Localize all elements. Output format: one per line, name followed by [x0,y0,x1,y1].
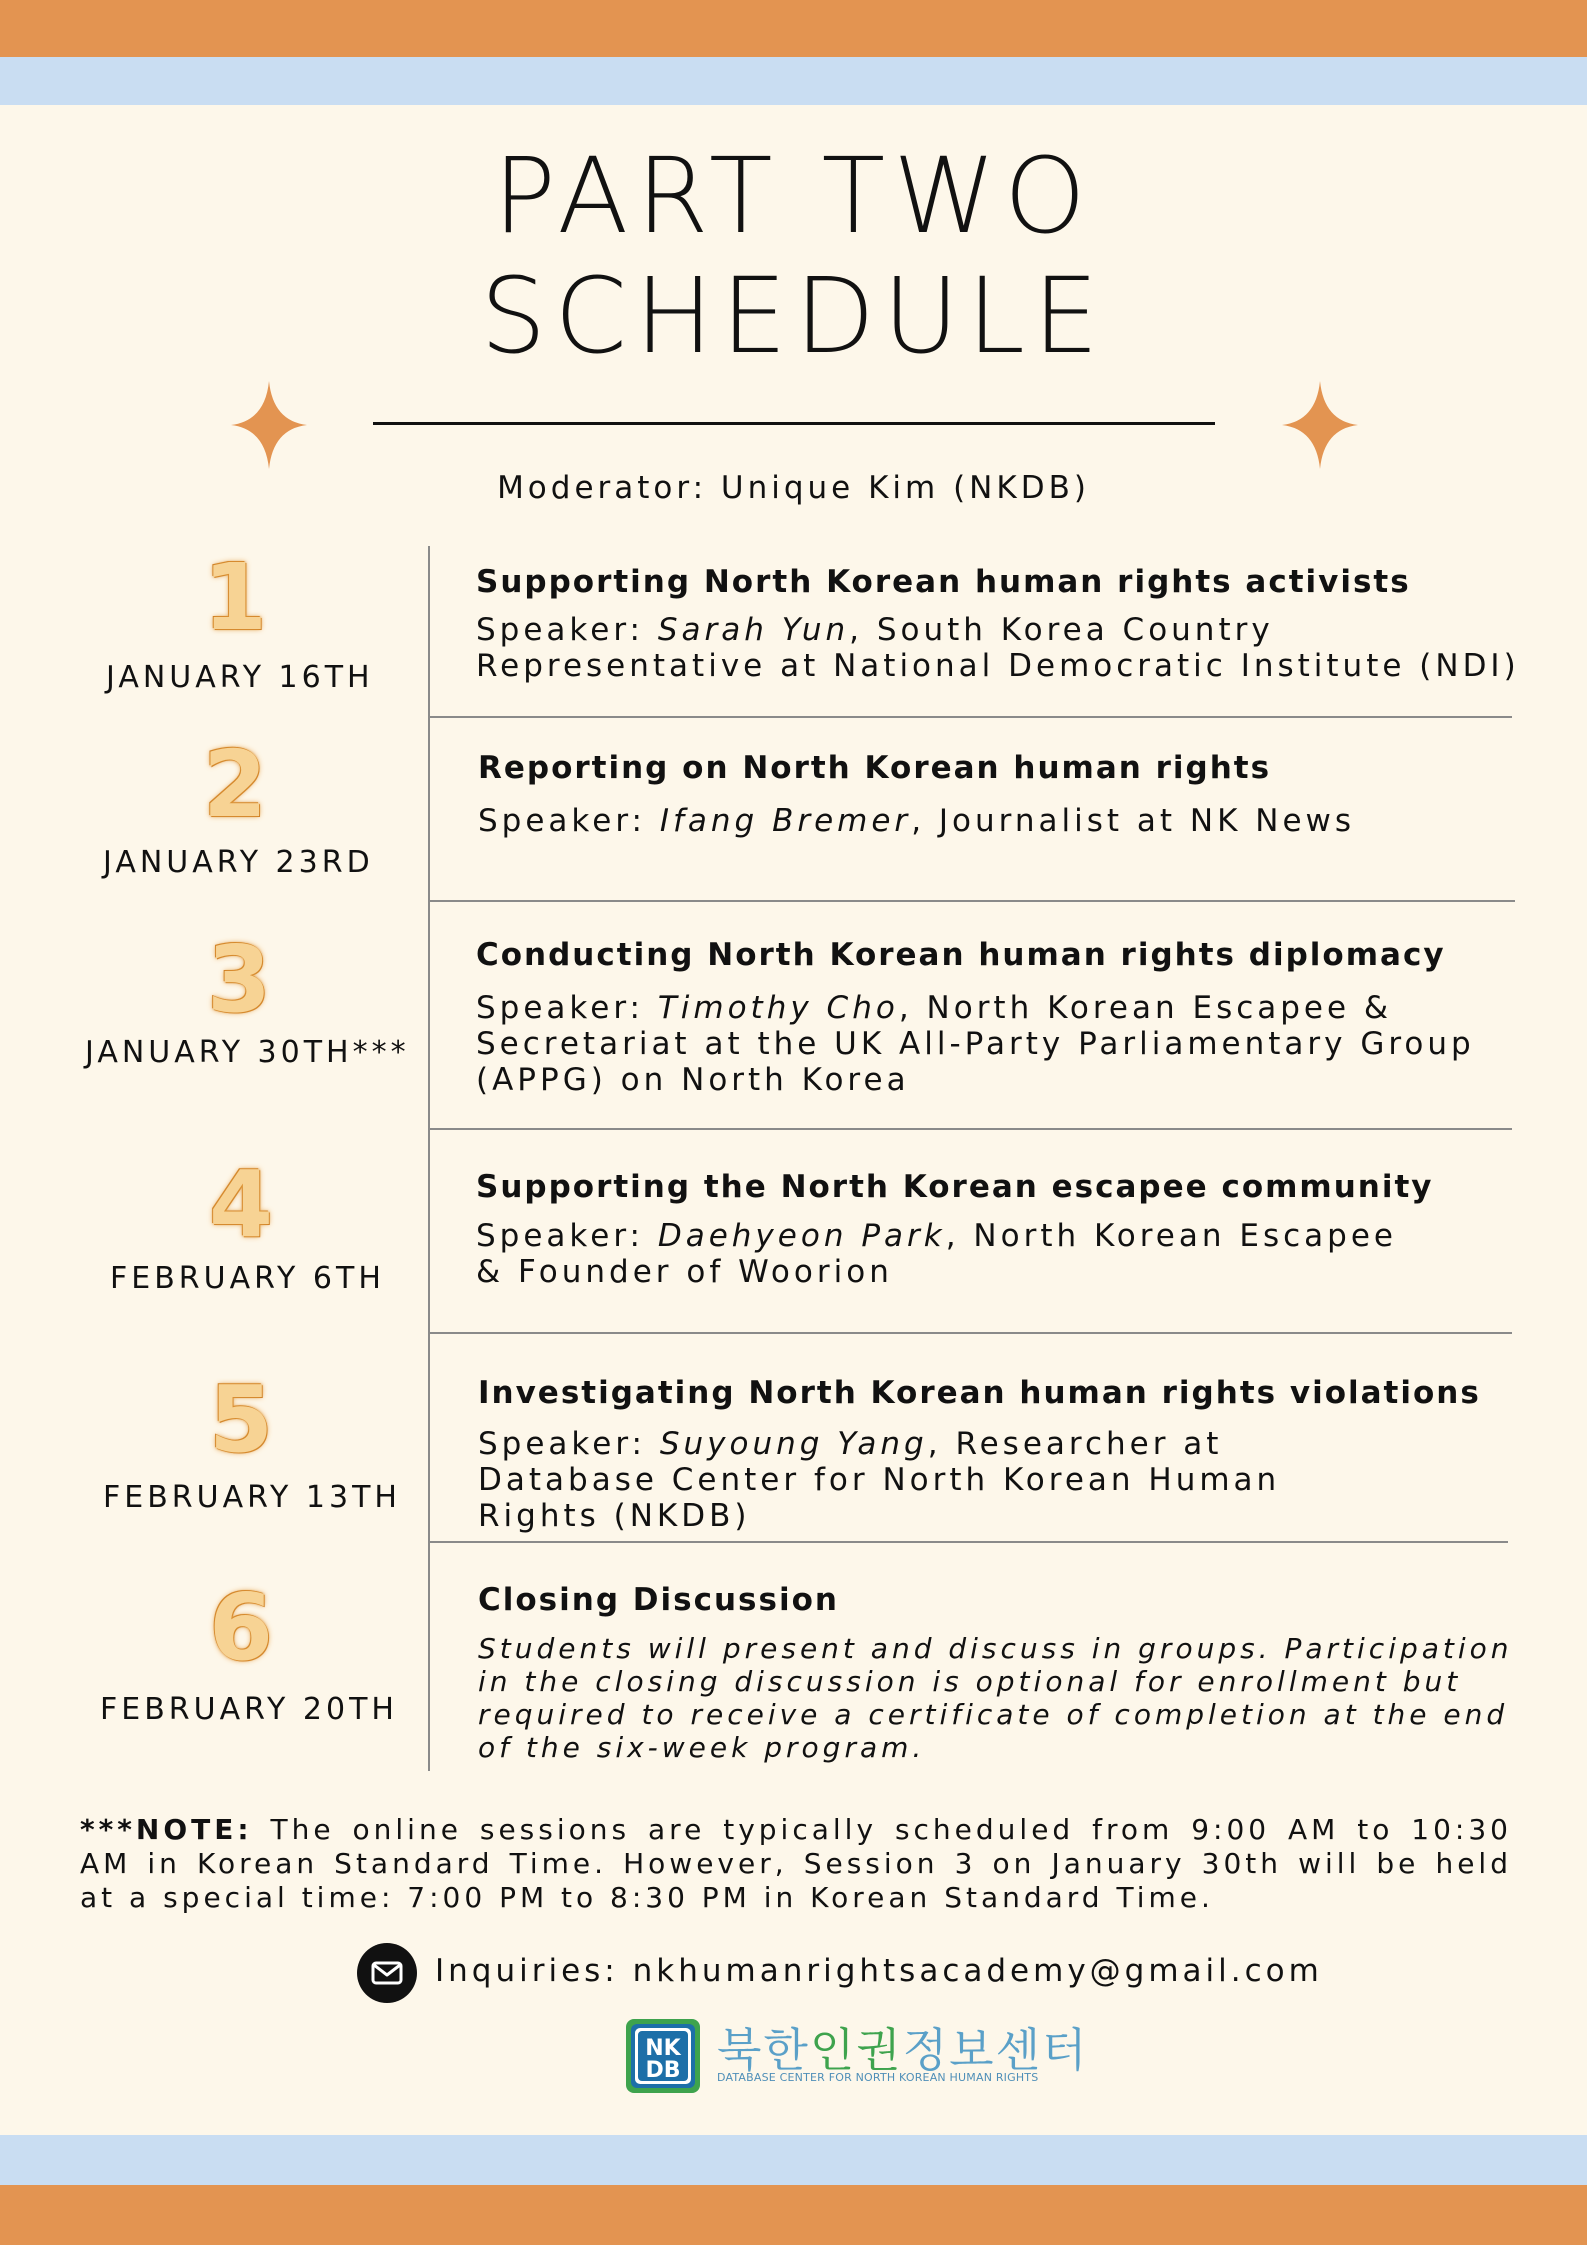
session-title-2: Reporting on North Korean human rights [478,750,1272,786]
session-date-4: FEBRUARY 6TH [110,1261,385,1296]
session-date-6: FEBRUARY 20TH [100,1692,398,1727]
speaker-name-5: Suyoung Yang [659,1426,928,1462]
session-date-5: FEBRUARY 13TH [103,1480,401,1515]
session-divider-5 [430,1541,1508,1543]
session-title-1: Supporting North Korean human rights activists [476,564,1411,600]
title-divider [373,422,1215,425]
bottom-blue-band [0,2135,1587,2185]
session-title-3: Conducting North Korean human rights diplomacy [476,937,1446,973]
note-label: ***NOTE: [80,1813,253,1846]
session-speaker-1: Speaker: Sarah Yun, South Korea Country Representative at National Democratic Institute (NDI) [476,612,1520,684]
session-title-5: Investigating North Korean human rights violations [478,1375,1481,1411]
session-number-4: 4 [208,1151,273,1258]
logo-english-name: DATABASE CENTER FOR NORTH KOREAN HUMAN RIGHTS [717,2071,1039,2084]
session-number-5: 5 [208,1366,273,1473]
session-date-3: JANUARY 30TH*** [85,1035,410,1070]
envelope-icon [357,1943,417,2003]
session-speaker-3: Speaker: Timothy Cho, North Korean Escapee & Secretariat at the UK All-Party Parliamentary Group (APPG) on North Korea [476,990,1475,1098]
session-title-6: Closing Discussion [478,1582,839,1618]
session-divider-4 [430,1332,1512,1334]
speaker-name-3: Timothy Cho [657,990,899,1026]
page-title-line2: SCHEDULE [480,255,1107,377]
session-date-1: JANUARY 16TH [106,660,374,695]
session-date-2: JANUARY 23RD [103,845,374,880]
session-title-4: Supporting the North Korean escapee community [476,1169,1434,1205]
session-number-1: 1 [202,544,267,651]
session-speaker-2: Speaker: Ifang Bremer, Journalist at NK News [478,803,1356,839]
moderator-text: Moderator: Unique Kim (NKDB) [497,470,1090,506]
session-speaker-5: Speaker: Suyoung Yang, Researcher at Database Center for North Korean Human Rights (NKDB) [478,1426,1281,1534]
schedule-vertical-divider [428,546,430,1771]
session-divider-3 [430,1128,1512,1130]
session-divider-2 [430,900,1515,902]
nkdb-logo [624,2017,702,2095]
note-text: The online sessions are typically scheduled from 9:00 AM to 10:30 AM in Korean Standard Time. However, Session 3 on January 30th will be held at a special time: 7:00 PM to 8:30 PM in Korean Standard Time. [80,1813,1512,1914]
top-orange-band [0,0,1587,57]
session-divider-1 [430,716,1512,718]
session-number-6: 6 [208,1574,273,1681]
page-title-line1: PART TWO [493,135,1094,257]
sparkle-icon-left [231,381,307,469]
top-blue-band [0,57,1587,105]
session-number-2: 2 [202,731,267,838]
logo-korean-name: 북한인권정보센터 [717,2023,1089,2077]
logo-text-top: NK [645,2036,681,2061]
closing-discussion-description: Students will present and discuss in groups. Participation in the closing discussion is optional for enrollment but required to receive a certificate of completion at the end of the six-week program. [478,1632,1513,1764]
speaker-name-4: Daehyeon Park [657,1218,946,1254]
inquiries-email[interactable]: Inquiries: nkhumanrightsacademy@gmail.com [435,1953,1323,1989]
speaker-name-1: Sarah Yun [657,612,850,648]
session-speaker-4: Speaker: Daehyeon Park, North Korean Escapee & Founder of Woorion [476,1218,1397,1290]
speaker-name-2: Ifang Bremer [659,803,912,839]
bottom-orange-band [0,2185,1587,2245]
session-number-3: 3 [206,926,271,1033]
schedule-note [80,1813,1512,1915]
sparkle-icon-right [1282,381,1358,469]
logo-text-bottom: DB [645,2058,681,2083]
